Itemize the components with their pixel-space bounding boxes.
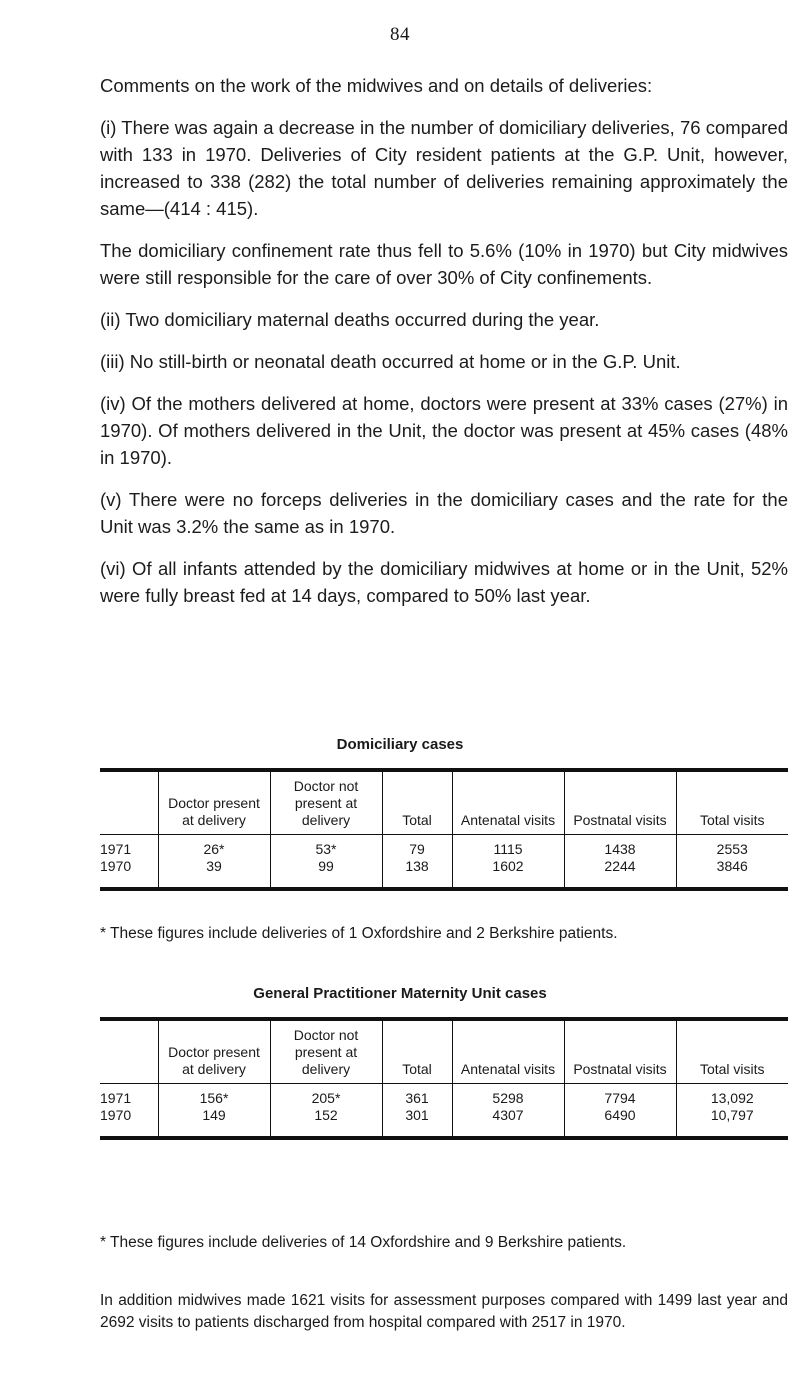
table-cell: 1970 bbox=[100, 1107, 132, 1123]
table-cell: 39 bbox=[158, 858, 270, 889]
table-cell: 5298 bbox=[452, 1084, 564, 1108]
header-cell-antenatal: Antenatal visits bbox=[452, 770, 564, 835]
table-cell: 361 bbox=[382, 1084, 452, 1108]
paragraph-i: (i) There was again a decrease in the number of domiciliary deliveries, 76 compared with 133 in 1970. Deliveries of City resident patients at the G.P. Unit, however, increased to 338 (282) the total number of deliveries remaining approximately the same—(414 : 415). bbox=[100, 117, 788, 219]
table-cell: 156* bbox=[158, 1084, 270, 1108]
header-cell-doctor-not-present: Doctor not present at delivery bbox=[270, 770, 382, 835]
gp-unit-table bbox=[100, 1017, 788, 1140]
table-cell: 99 bbox=[270, 858, 382, 889]
table-cell: 149 bbox=[158, 1107, 270, 1138]
table-cell: 10,797 bbox=[676, 1107, 788, 1138]
header-cell-postnatal: Postnatal visits bbox=[564, 770, 676, 835]
header-cell-doctor-present: Doctor present at delivery bbox=[158, 770, 270, 835]
paragraph-ii: (ii) Two domiciliary maternal deaths occurred during the year. bbox=[100, 309, 600, 330]
domiciliary-table-title: Domiciliary cases bbox=[336, 736, 464, 753]
paragraph-v: (v) There were no forceps deliveries in the domiciliary cases and the rate for the Unit was 3.2% the same as in 1970. bbox=[100, 489, 788, 537]
domiciliary-footnote: * These figures include deliveries of 1 Oxfordshire and 2 Berkshire patients. bbox=[100, 925, 618, 942]
table-cell: 1971 bbox=[100, 841, 132, 857]
paragraph-iii: (iii) No still-birth or neonatal death occurred at home or in the G.P. Unit. bbox=[100, 351, 681, 372]
table-cell: 13,092 bbox=[676, 1084, 788, 1108]
table-cell: 1115 bbox=[452, 835, 564, 859]
comments-section bbox=[100, 72, 788, 624]
table-cell: 2553 bbox=[676, 835, 788, 859]
table-cell: 2244 bbox=[564, 858, 676, 889]
table-cell: 79 bbox=[382, 835, 452, 859]
table-cell: 301 bbox=[382, 1107, 452, 1138]
table-cell: 205* bbox=[270, 1084, 382, 1108]
table-cell: 7794 bbox=[564, 1084, 676, 1108]
header-cell-total-visits: Total visits bbox=[676, 1019, 788, 1084]
table-cell: 1971 bbox=[100, 1090, 132, 1106]
table-cell: 3846 bbox=[676, 858, 788, 889]
page-number: 84 bbox=[390, 24, 410, 45]
header-cell-total: Total bbox=[382, 770, 452, 835]
table-cell: 6490 bbox=[564, 1107, 676, 1138]
paragraph-rate: The domiciliary confinement rate thus fell to 5.6% (10% in 1970) but City midwives were still responsible for the care of over 30% of City confinements. bbox=[100, 240, 788, 288]
header-cell-antenatal: Antenatal visits bbox=[452, 1019, 564, 1084]
table-header-row bbox=[100, 770, 788, 835]
domiciliary-table bbox=[100, 768, 788, 891]
table-row bbox=[100, 1107, 788, 1138]
table-row bbox=[100, 1084, 788, 1108]
header-cell-total-visits: Total visits bbox=[676, 770, 788, 835]
gp-unit-footnote: * These figures include deliveries of 14 Oxfordshire and 9 Berkshire patients. bbox=[100, 1234, 627, 1251]
gp-unit-table-title: General Practitioner Maternity Unit cases bbox=[253, 985, 547, 1002]
table-row bbox=[100, 858, 788, 889]
table-cell: 152 bbox=[270, 1107, 382, 1138]
header-cell-postnatal: Postnatal visits bbox=[564, 1019, 676, 1084]
table-row bbox=[100, 835, 788, 859]
table-cell: 138 bbox=[382, 858, 452, 889]
header-cell-total: Total bbox=[382, 1019, 452, 1084]
section-heading: Comments on the work of the midwives and on details of deliveries: bbox=[100, 75, 653, 96]
table-cell: 1438 bbox=[564, 835, 676, 859]
closing-paragraph: In addition midwives made 1621 visits for assessment purposes compared with 1499 last year and 2692 visits to patients discharged from hospital compared with 2517 in 1970. bbox=[100, 1292, 788, 1331]
table-cell: 53* bbox=[270, 835, 382, 859]
table-cell: 1970 bbox=[100, 858, 132, 874]
table-cell: 26* bbox=[158, 835, 270, 859]
table-header-row bbox=[100, 1019, 788, 1084]
paragraph-vi: (vi) Of all infants attended by the domiciliary midwives at home or in the Unit, 52% were fully breast fed at 14 days, compared to 50% last year. bbox=[100, 558, 788, 606]
header-cell-year bbox=[100, 1019, 158, 1084]
paragraph-iv: (iv) Of the mothers delivered at home, doctors were present at 33% cases (27%) in 1970). Of mothers delivered in the Unit, the doctor was present at 45% cases (48% in 1970). bbox=[100, 393, 788, 468]
header-cell-year bbox=[100, 770, 158, 835]
header-cell-doctor-not-present: Doctor not present at delivery bbox=[270, 1019, 382, 1084]
table-cell: 1602 bbox=[452, 858, 564, 889]
table-cell: 4307 bbox=[452, 1107, 564, 1138]
header-cell-doctor-present: Doctor present at delivery bbox=[158, 1019, 270, 1084]
